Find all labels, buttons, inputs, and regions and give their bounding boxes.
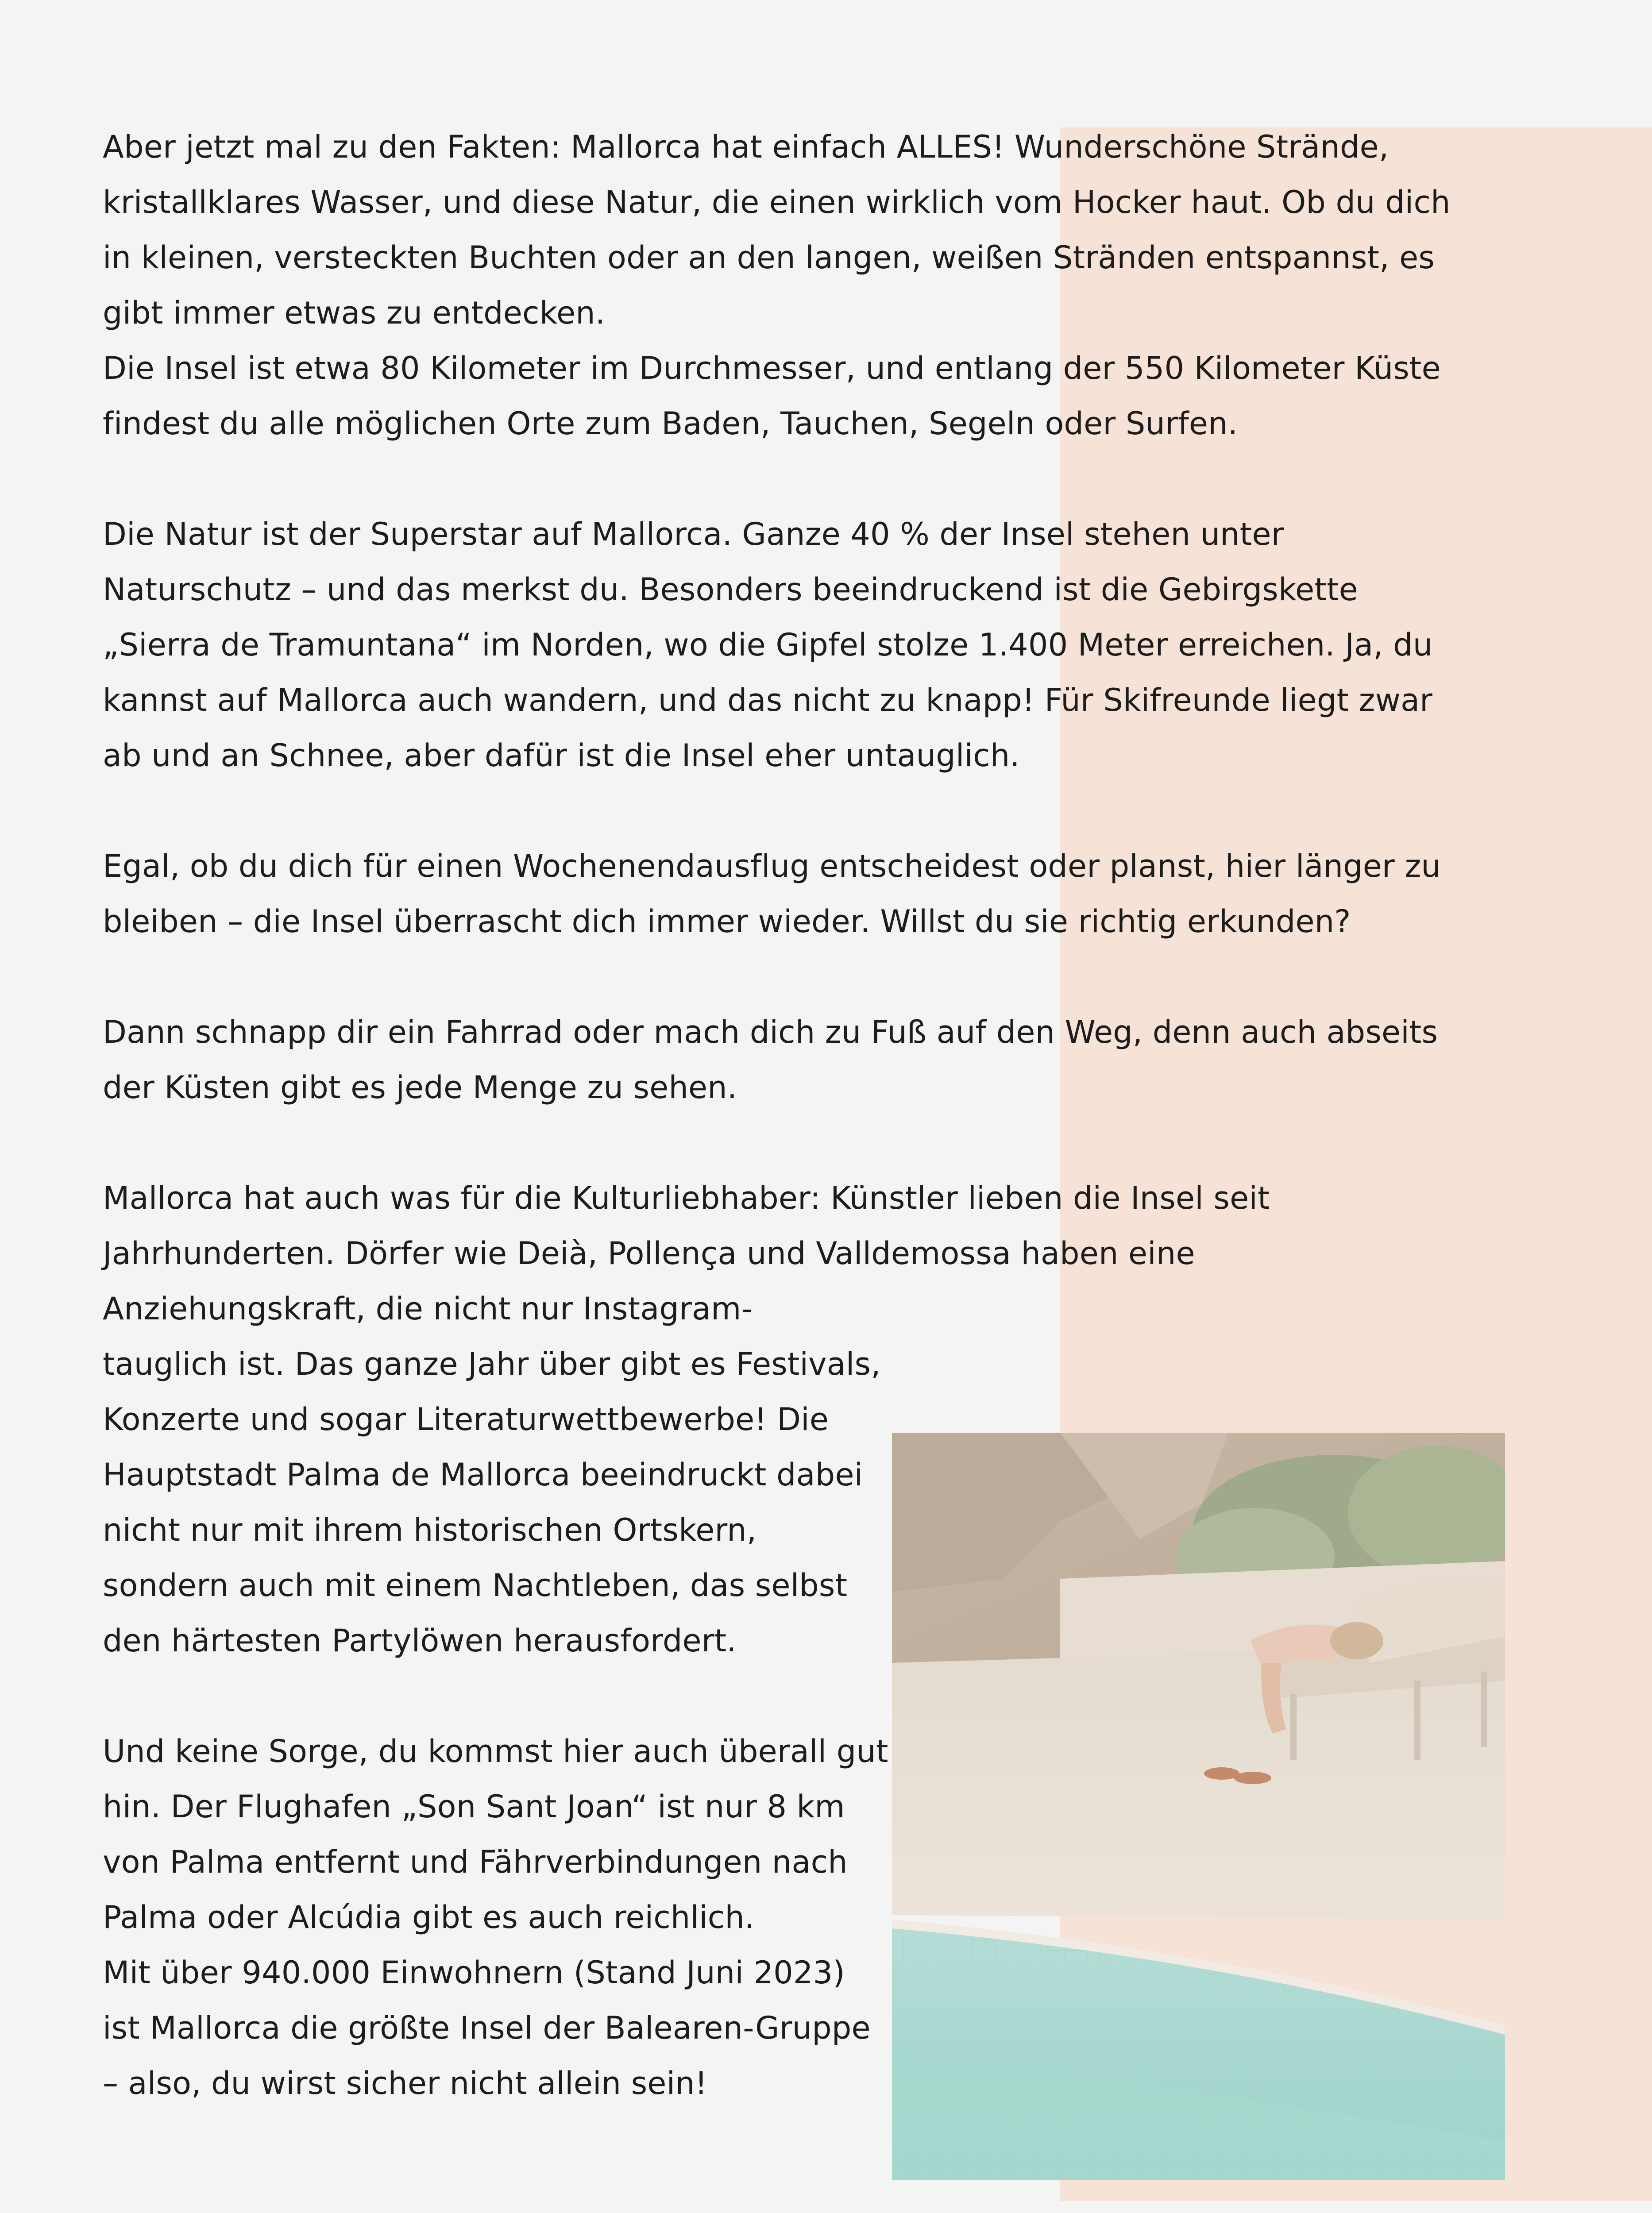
paragraph [103, 1005, 1484, 1115]
paragraph [103, 839, 1484, 949]
text-line: „Sierra de Tramuntana“ im Norden, wo die Gipfel stolze 1.400 Meter erreichen. Ja, du [103, 627, 1433, 663]
paragraph [103, 507, 1484, 783]
text-line: sondern auch mit einem Nachtleben, das selbst [103, 1567, 848, 1604]
text-line: – also, du wirst sicher nicht allein sein! [103, 2065, 708, 2101]
text-line: Mallorca hat auch was für die Kulturliebhaber: Künstler lieben die Insel seit [103, 1180, 1270, 1216]
text-line: nicht nur mit ihrem historischen Ortskern, [103, 1512, 757, 1548]
text-line: Jahrhunderten. Dörfer wie Deià, Pollença und Valldemossa haben eine [103, 1235, 1195, 1272]
text-line: kannst auf Mallorca auch wandern, und das nicht zu knapp! Für Skifreunde liegt zwar [103, 682, 1433, 718]
text-line: ist Mallorca die größte Insel der Balearen-Gruppe [103, 2010, 871, 2046]
text-line: Die Insel ist etwa 80 Kilometer im Durchmesser, und entlang der 550 Kilometer Küste [103, 350, 1441, 386]
article-body [103, 120, 1484, 2111]
text-line: Naturschutz – und das merkst du. Besonders beeindruckend ist die Gebirgskette [103, 571, 1359, 608]
paragraph [103, 1724, 1484, 2111]
text-line: bleiben – die Insel überrascht dich immer wieder. Willst du sie richtig erkunden? [103, 903, 1351, 940]
paragraph [103, 120, 1484, 451]
text-line: tauglich ist. Das ganze Jahr über gibt es Festivals, [103, 1346, 881, 1382]
text-line: Die Natur ist der Superstar auf Mallorca. Ganze 40 % der Insel stehen unter [103, 516, 1284, 552]
text-line: Dann schnapp dir ein Fahrrad oder mach dich zu Fuß auf den Weg, denn auch abseits [103, 1014, 1438, 1050]
text-line: in kleinen, versteckten Buchten oder an den langen, weißen Stränden entspannst, es [103, 239, 1435, 276]
text-line: von Palma entfernt und Fährverbindungen nach [103, 1844, 848, 1880]
text-line: ab und an Schnee, aber dafür ist die Insel eher untauglich. [103, 737, 1020, 774]
text-line: der Küsten gibt es jede Menge zu sehen. [103, 1069, 737, 1106]
text-line: findest du alle möglichen Orte zum Baden, Tauchen, Segeln oder Surfen. [103, 405, 1238, 442]
paragraph [103, 1171, 1484, 1669]
text-line: Palma oder Alcúdia gibt es auch reichlich. [103, 1899, 755, 1935]
text-line: Hauptstadt Palma de Mallorca beeindruckt dabei [103, 1457, 863, 1493]
text-line: hin. Der Flughafen „Son Sant Joan“ ist nur 8 km [103, 1789, 845, 1825]
text-line: Aber jetzt mal zu den Fakten: Mallorca hat einfach ALLES! Wunderschöne Strände, [103, 129, 1389, 165]
text-line: Anziehungskraft, die nicht nur Instagram- [103, 1291, 753, 1327]
text-line: Und keine Sorge, du kommst hier auch überall gut [103, 1733, 888, 1770]
text-line: kristallklares Wasser, und diese Natur, die einen wirklich vom Hocker haut. Ob du dich [103, 184, 1451, 220]
text-line: Konzerte und sogar Literaturwettbewerbe! Die [103, 1401, 829, 1438]
text-line: gibt immer etwas zu entdecken. [103, 295, 606, 331]
text-line: Mit über 940.000 Einwohnern (Stand Juni 2023) [103, 1955, 845, 1991]
text-line: den härtesten Partylöwen herausfordert. [103, 1623, 737, 1659]
text-line: Egal, ob du dich für einen Wochenendausflug entscheidest oder planst, hier länger zu [103, 848, 1441, 884]
